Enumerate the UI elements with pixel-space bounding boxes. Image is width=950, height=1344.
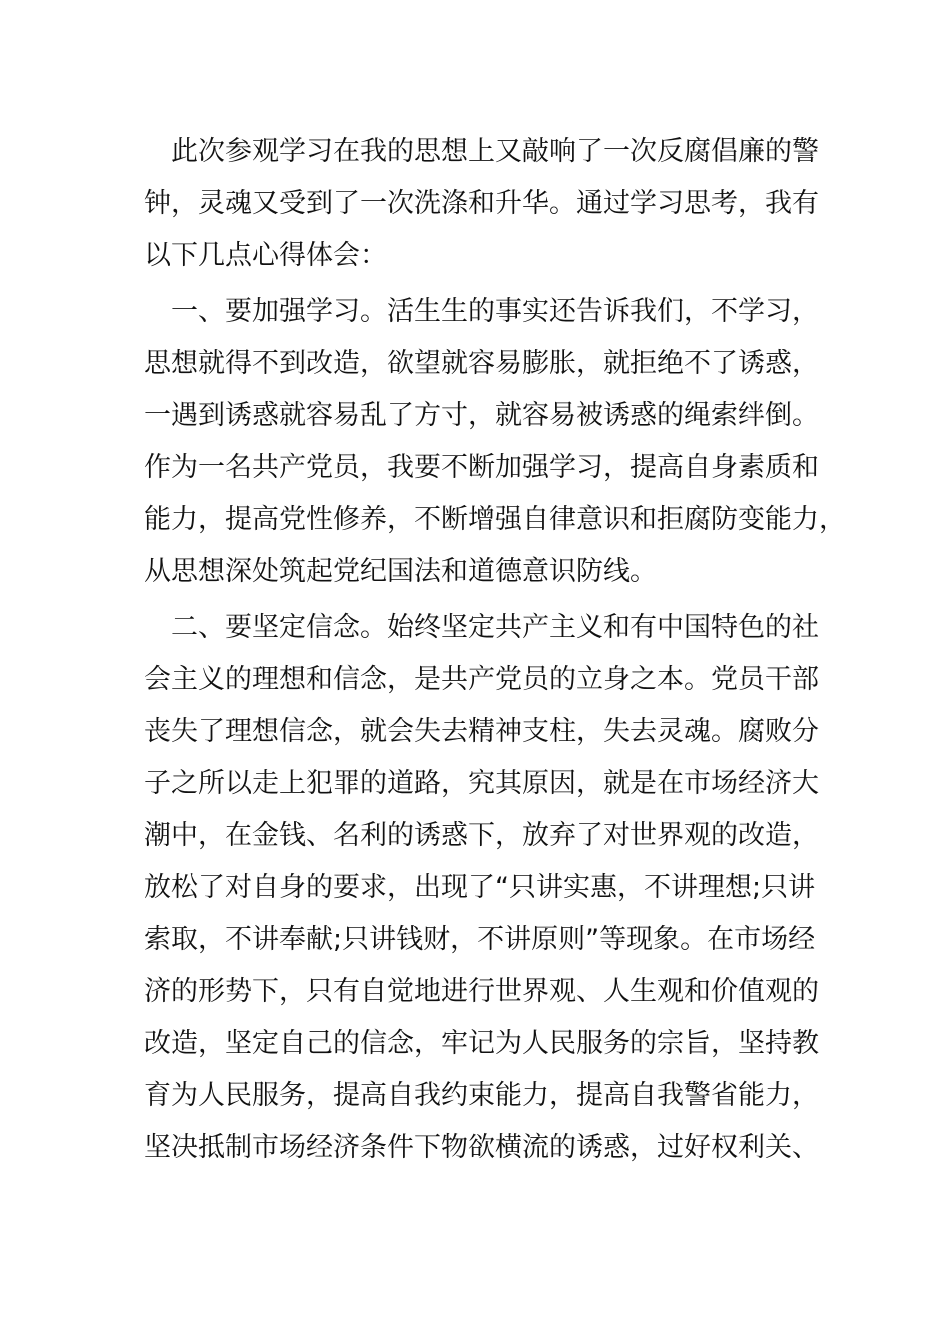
text-line: 以下几点心得体会： [144,240,387,271]
text-line: 一、要加强学习。活生生的事实还告诉我们，不学习， [144,296,819,327]
text-line: 潮中，在金钱、名利的诱惑下，放弃了对世界观的改造， [144,820,819,851]
paragraph-point-two [144,602,819,1174]
paragraph-point-one [144,286,846,602]
text-line: 从思想深处筑起党纪国法和道德意识防线。 [144,556,657,587]
text-line: 二、要坚定信念。始终坚定共产主义和有中国特色的社 [144,612,819,643]
text-line: 索取，不讲奉献;只讲钱财，不讲原则”等现象。在市场经 [144,924,816,955]
text-line: 改造，坚定自己的信念，牢记为人民服务的宗旨，坚持教 [144,1028,819,1059]
text-line: 思想就得不到改造，欲望就容易膨胀，就拒绝不了诱惑， [144,348,819,379]
document-body [144,126,846,1174]
text-line: 坚决抵制市场经济条件下物欲横流的诱惑，过好权利关、 [144,1132,819,1163]
text-line: 钟，灵魂又受到了一次洗涤和升华。通过学习思考，我有 [144,188,819,219]
paragraph-intro [144,126,819,286]
text-line: 作为一名共产党员，我要不断加强学习，提高自身素质和 [144,452,819,483]
text-line: 济的形势下，只有自觉地进行世界观、人生观和价值观的 [144,976,819,1007]
text-line: 育为人民服务，提高自我约束能力，提高自我警省能力， [144,1080,819,1111]
text-line: 此次参观学习在我的思想上又敲响了一次反腐倡廉的警 [144,136,819,167]
text-line: 放松了对自身的要求，出现了“只讲实惠，不讲理想;只讲 [144,872,816,903]
text-line: 子之所以走上犯罪的道路，究其原因，就是在市场经济大 [144,768,819,799]
text-line: 丧失了理想信念，就会失去精神支柱，失去灵魂。腐败分 [144,716,819,747]
text-line: 能力，提高党性修养，不断增强自律意识和拒腐防变能力， [144,504,846,535]
text-line: 会主义的理想和信念，是共产党员的立身之本。党员干部 [144,664,819,695]
text-line: 一遇到诱惑就容易乱了方寸，就容易被诱惑的绳索绊倒。 [144,400,819,431]
